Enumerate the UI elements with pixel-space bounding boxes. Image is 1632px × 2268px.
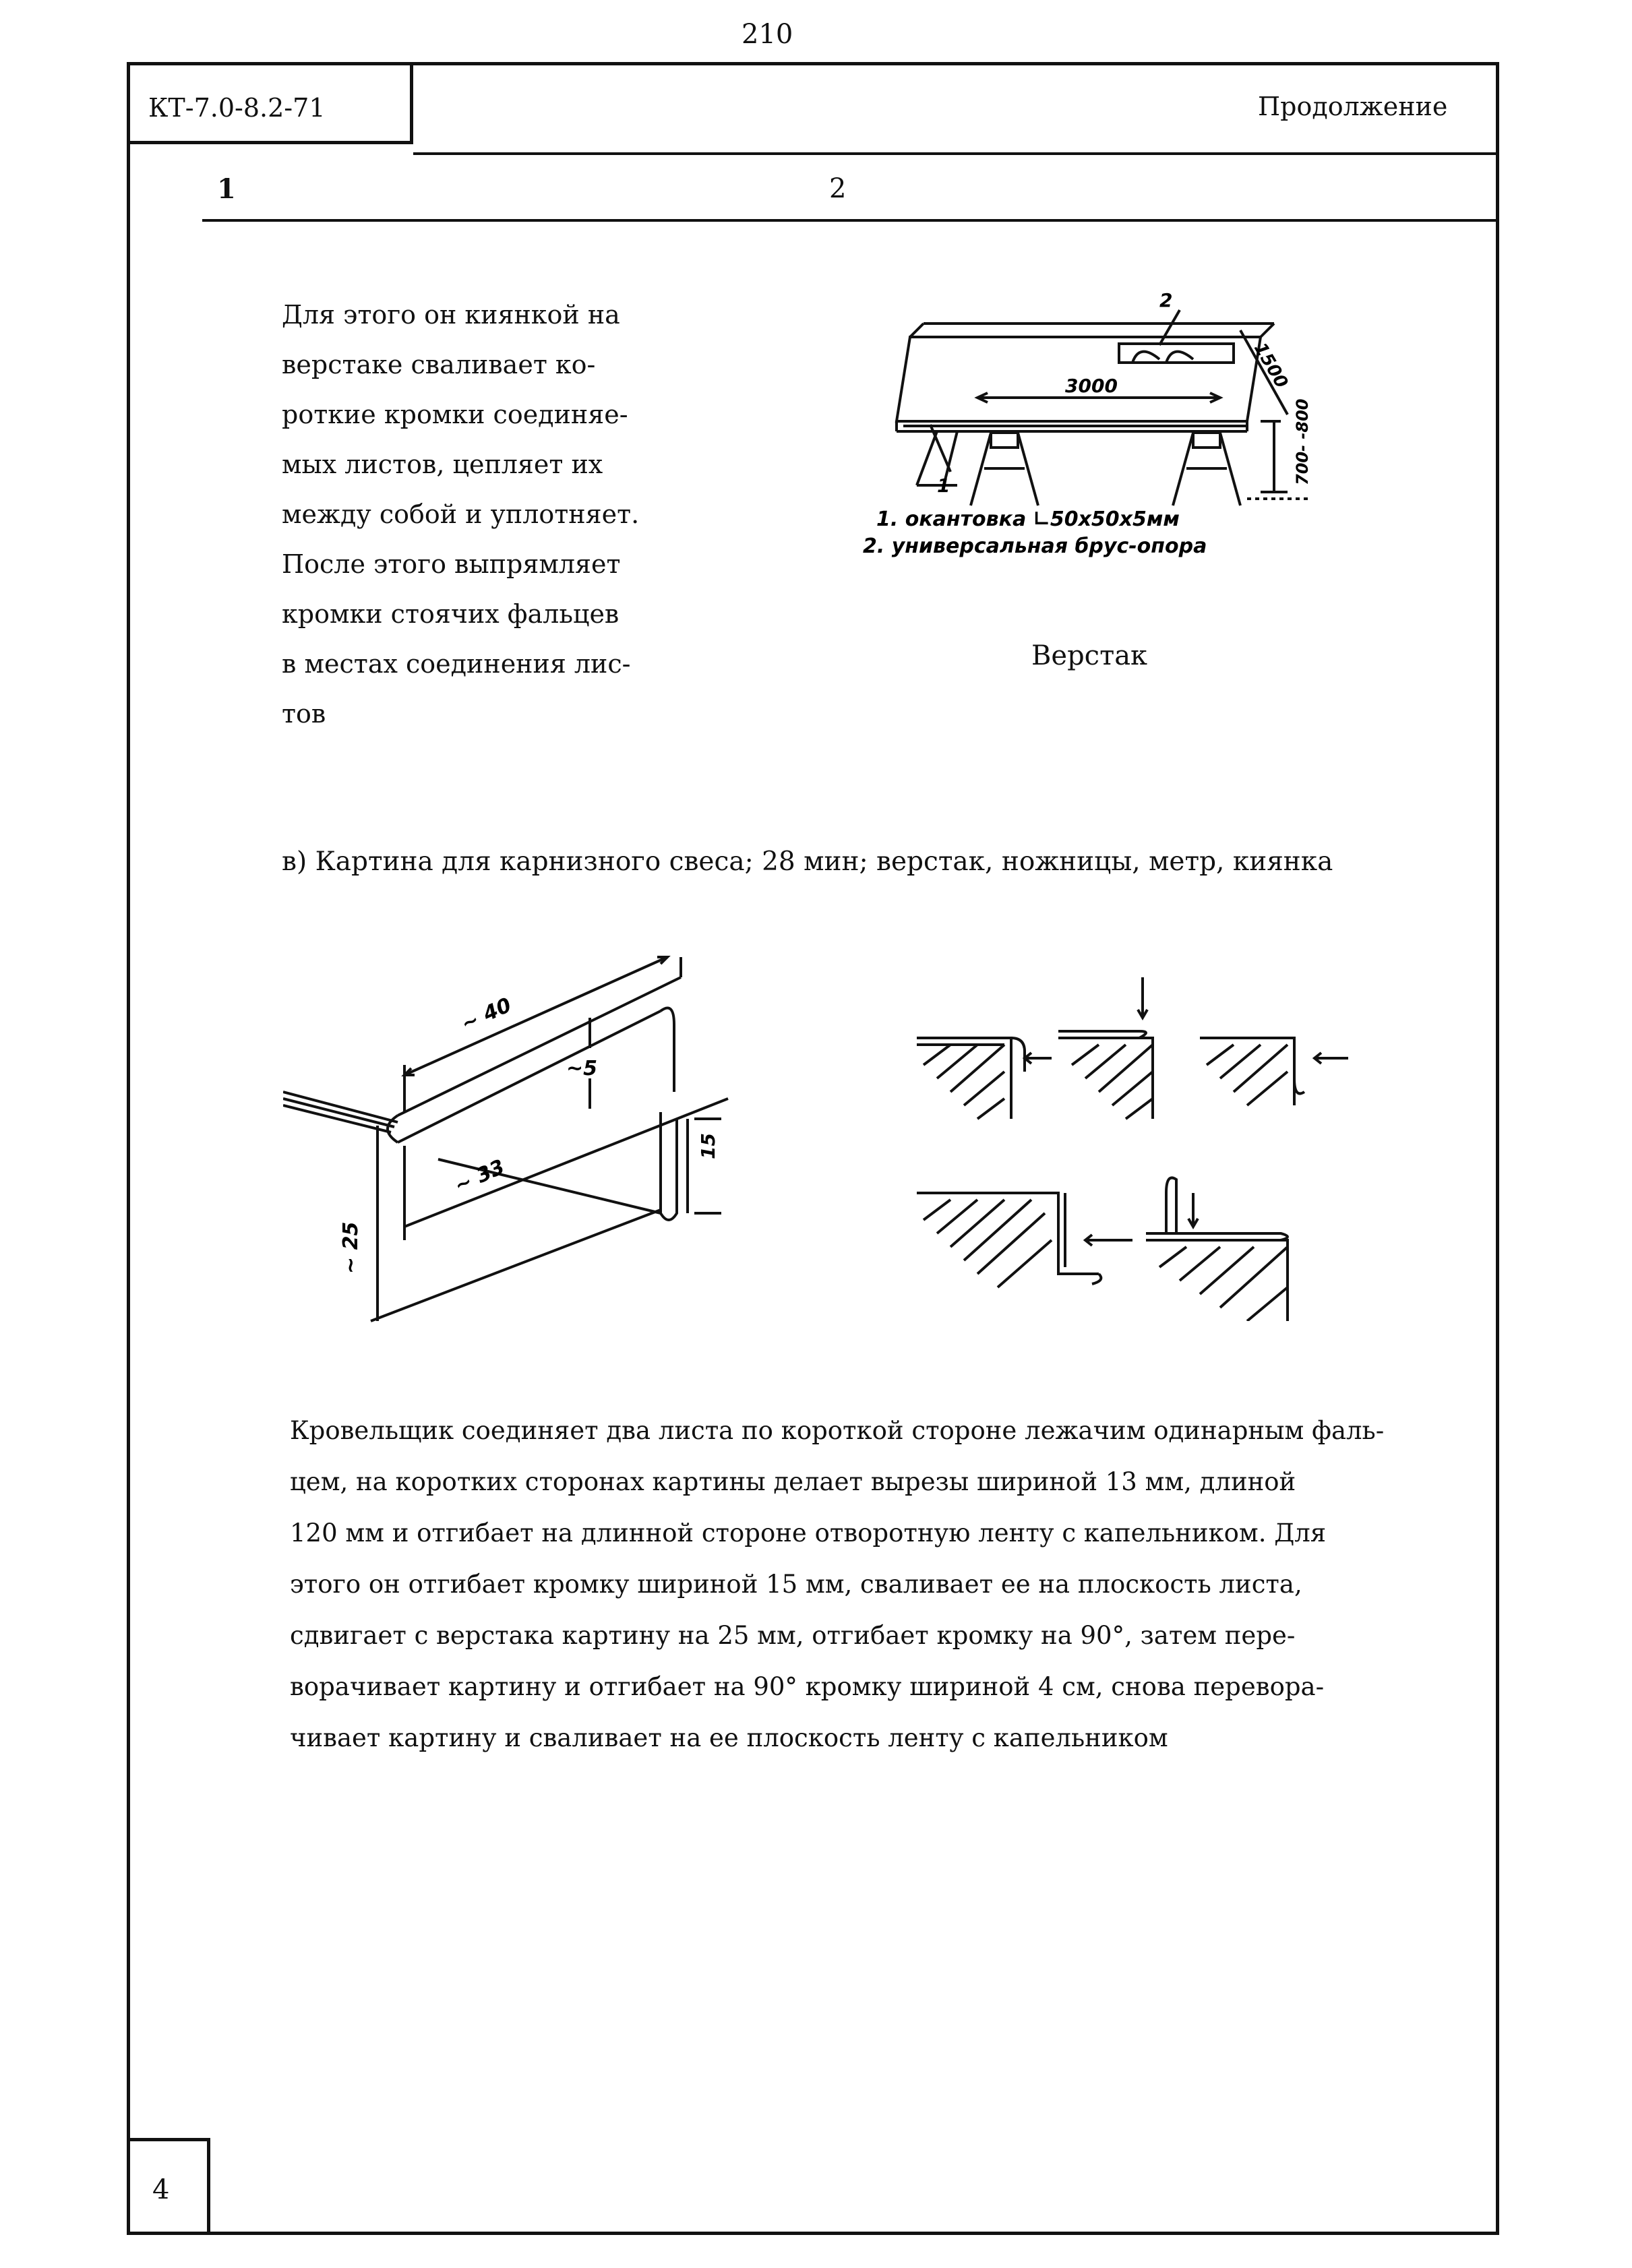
dimension-width: 1500 — [1249, 339, 1292, 392]
front-right-trestle — [1173, 433, 1240, 505]
dimension-33: ~ 33 — [451, 1155, 508, 1198]
workbench-drawing — [843, 283, 1328, 566]
dimension-40: ~ 40 — [458, 993, 515, 1037]
front-left-trestle — [971, 433, 1038, 505]
procedure-paragraph: Кровельщик соединяет два листа по короткой стороне лежачим одинарным фаль- цем, на коротких сторонах картины делает вырезы шириной 13 мм, длиной 120 мм и отгибает на длинной стороне отворотную ленту с капельником. Для этого он отгибает кромку шириной 15 мм, сваливает ее на плоскость листа, сдвигает с верстака картину на 25 мм, отгибает кромку на 90°, затем пере- ворачивает картину и отгибает на 90° кромку шириной 4 см, снова перевора- чивает картину и сваливает на ее плоскость ленту с капельником — [290, 1416, 1385, 1752]
header-rule — [413, 152, 1497, 155]
dimension-25: ~ 25 — [339, 1221, 363, 1274]
leaf-number: 4 — [152, 2174, 170, 2205]
dimension-5: ~5 — [566, 1057, 598, 1080]
continuation-label: Продолжение — [1258, 92, 1448, 121]
legend-item-1: 1. окантовка ∟50х50х5мм — [876, 508, 1180, 531]
dimension-15: 15 — [697, 1133, 719, 1159]
fold-sequence-drawing — [910, 971, 1382, 1321]
columns-rule — [202, 219, 1497, 222]
dimension-height: 700- -800 — [1293, 398, 1312, 485]
brace-support — [1119, 344, 1234, 363]
joining-description: Для этого он киянкой на верстаке сваливает ко- роткие кромки соединяе- мых листов, цепляет их между собой и уплотняет. После этого выпрямляет кромки стоячих фальцев в местах соединения лис- тов — [282, 300, 640, 729]
page-number: 210 — [742, 19, 793, 50]
eave-sheet-drawing — [283, 944, 755, 1348]
callout-2: 2 — [1159, 289, 1173, 311]
column-2-number: 2 — [829, 173, 847, 204]
legend-item-2: 2. универсальная брус-опора — [863, 534, 1207, 558]
section-v-heading: в) Картина для карнизного свеса; 28 мин; верстак, ножницы, метр, киянка — [282, 847, 1333, 877]
workbench-caption: Верстак — [1031, 640, 1148, 671]
dimension-length: 3000 — [1065, 375, 1118, 397]
column-1-number: 1 — [217, 173, 236, 205]
callout-1: 1 — [937, 474, 950, 497]
doc-code: КТ-7.0-8.2-71 — [148, 93, 326, 123]
